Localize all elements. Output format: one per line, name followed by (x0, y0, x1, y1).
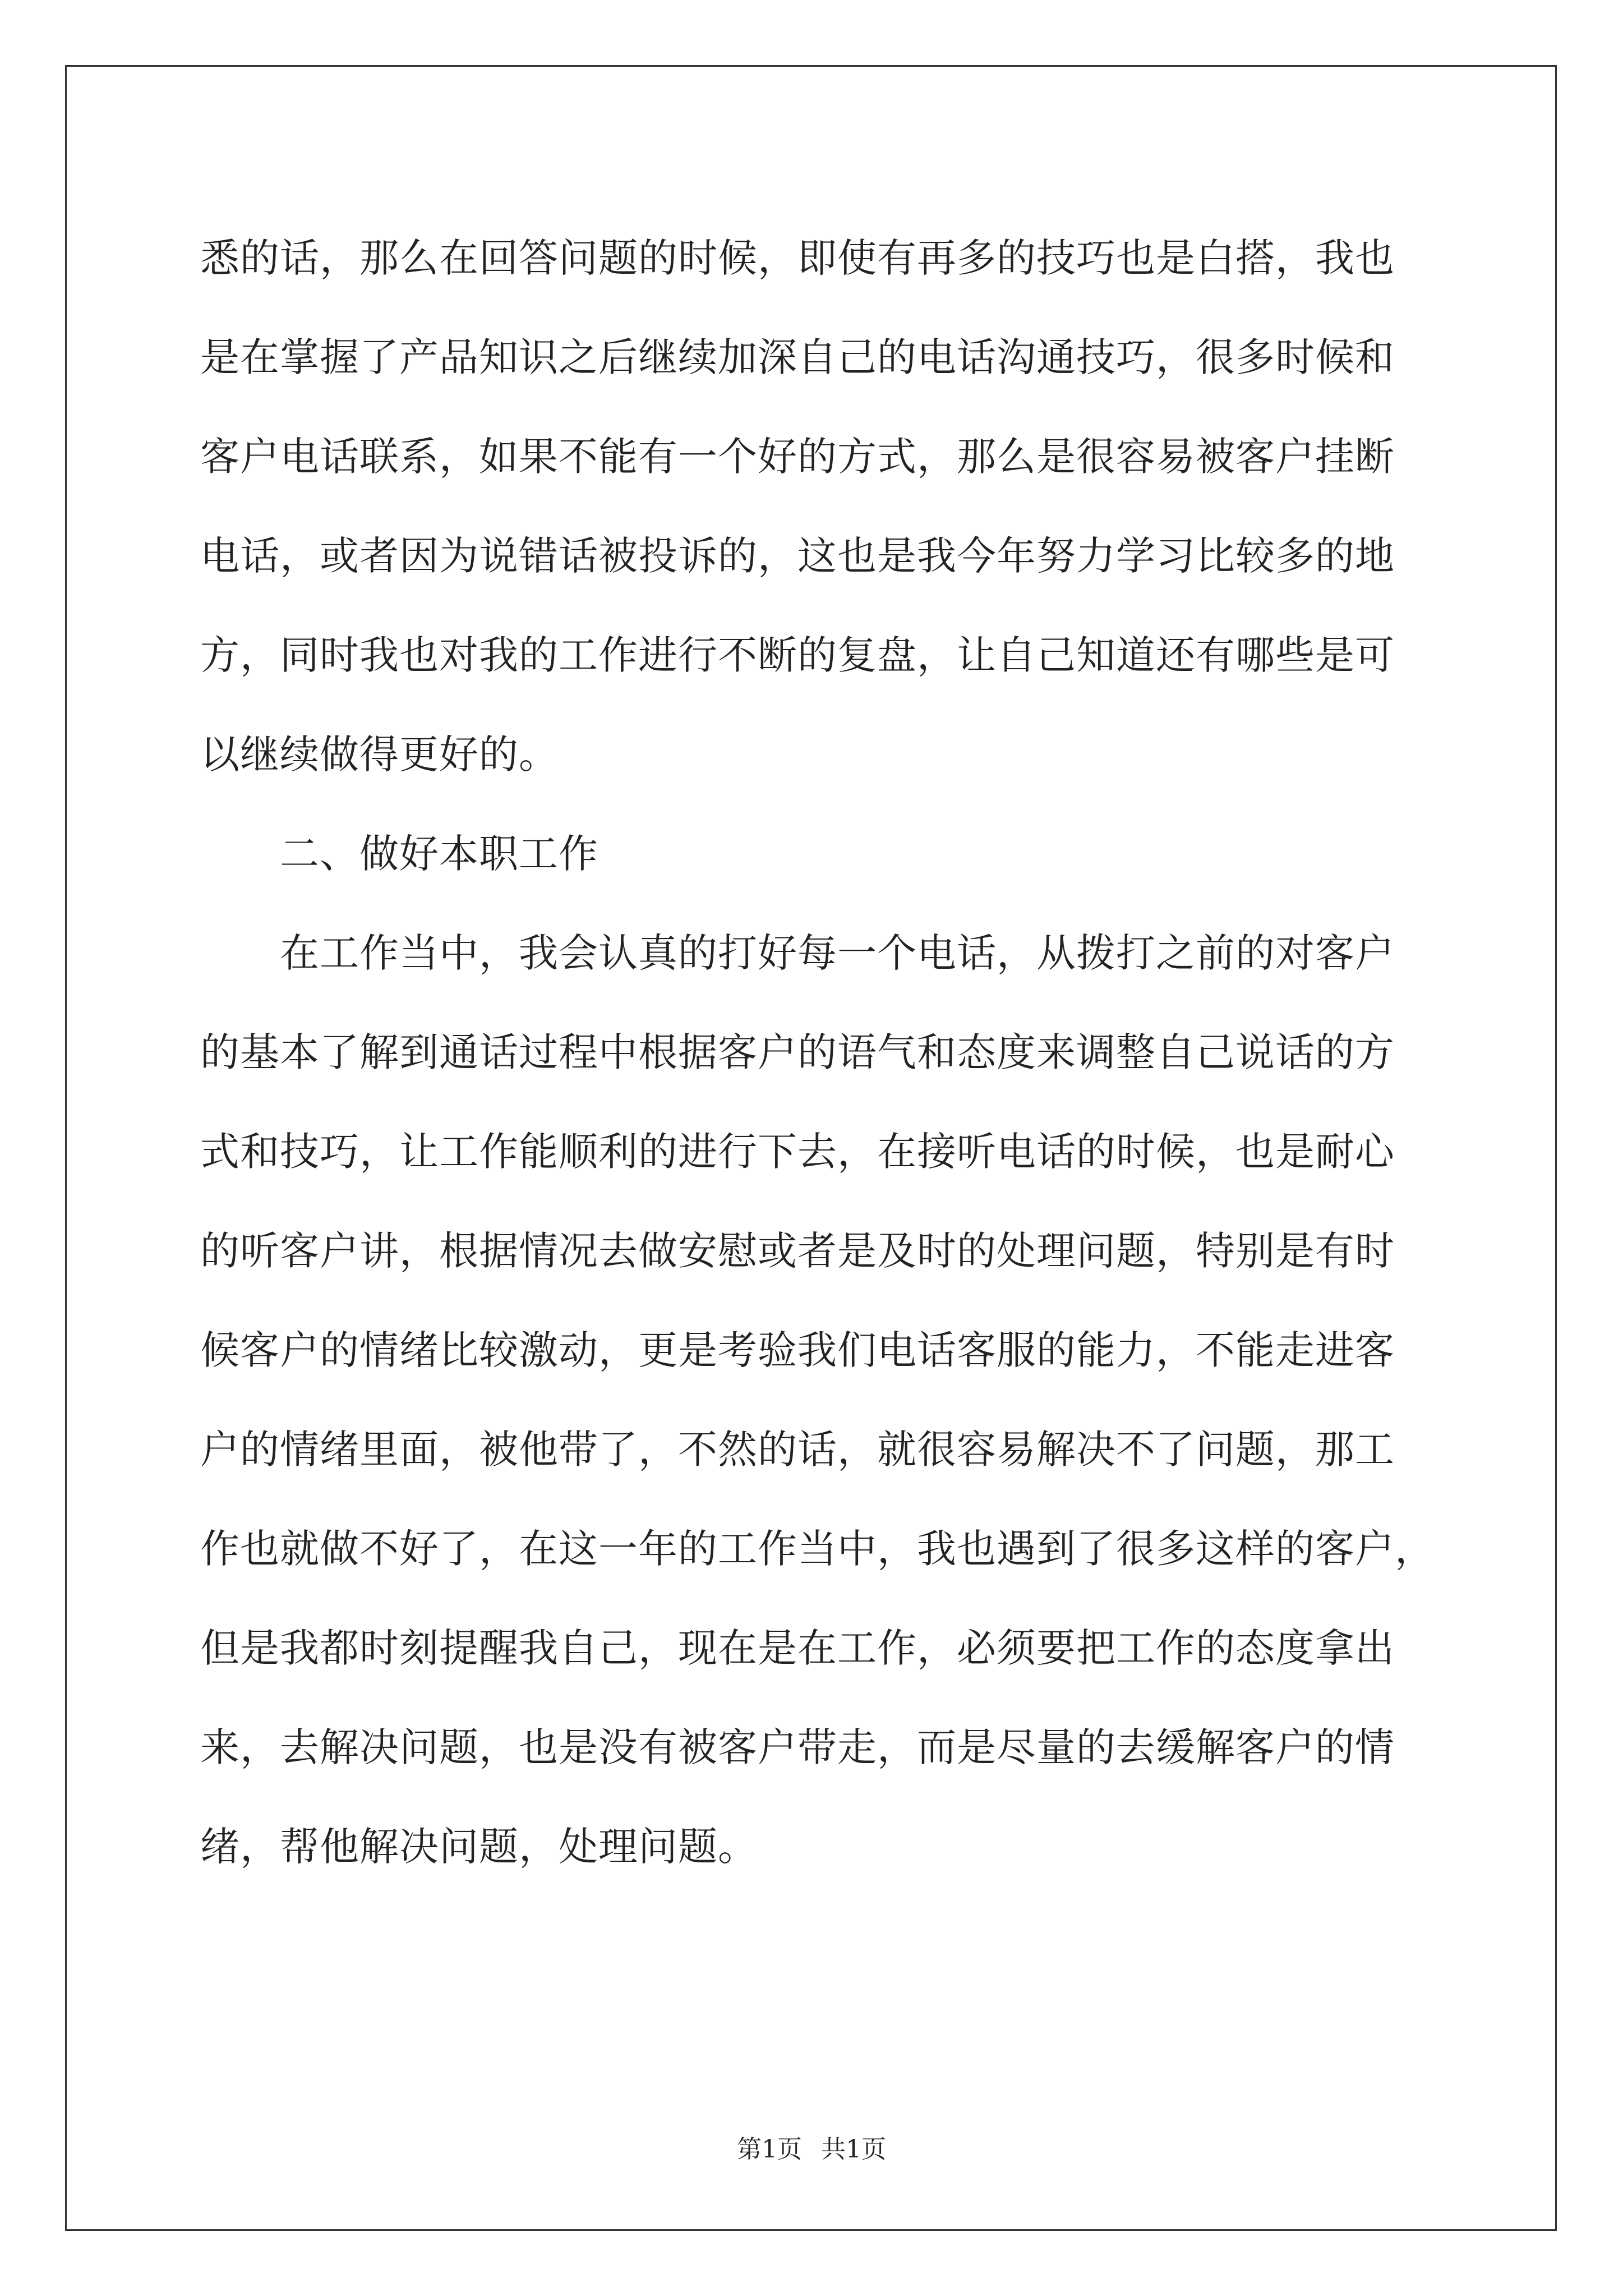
text-line-4: 电话，或者因为说错话被投诉的，这也是我今年努力学习比较多的地 (200, 533, 1395, 579)
section-heading: 二、做好本职工作 (280, 831, 598, 877)
text-line-9: 的基本了解到通话过程中根据客户的语气和态度来调整自己说话的方 (200, 1029, 1395, 1075)
text-line-6: 以继续做得更好的。 (200, 731, 559, 777)
text-line-14: 作也就做不好了，在这一年的工作当中，我也遇到了很多这样的客户， (200, 1526, 1435, 1572)
text-line-5: 方，同时我也对我的工作进行不断的复盘，让自己知道还有哪些是可 (200, 632, 1395, 678)
page-total: 共1页 (821, 2135, 886, 2164)
text-line-10: 式和技巧，让工作能顺利的进行下去，在接听电话的时候，也是耐心 (200, 1129, 1395, 1175)
text-line-2: 是在掌握了产品知识之后继续加深自己的电话沟通技巧，很多时候和 (200, 334, 1395, 380)
text-line-17: 绪，帮他解决问题，处理问题。 (200, 1824, 758, 1870)
text-line-15: 但是我都时刻提醒我自己，现在是在工作，必须要把工作的态度拿出 (200, 1625, 1395, 1671)
text-line-13: 户的情绪里面，被他带了，不然的话，就很容易解决不了问题，那工 (200, 1427, 1395, 1473)
text-line-1: 悉的话，那么在回答问题的时候，即使有再多的技巧也是白搭，我也 (200, 235, 1395, 281)
page-number: 第1页 (737, 2135, 802, 2164)
text-line-11: 的听客户讲，根据情况去做安慰或者是及时的处理问题，特别是有时 (200, 1228, 1395, 1274)
text-line-12: 候客户的情绪比较激动，更是考验我们电话客服的能力，不能走进客 (200, 1327, 1395, 1373)
text-line-3: 客户电话联系，如果不能有一个好的方式，那么是很容易被客户挂断 (200, 434, 1395, 480)
text-line-16: 来，去解决问题，也是没有被客户带走，而是尽量的去缓解客户的情 (200, 1724, 1395, 1770)
page-footer (0, 2129, 1623, 2165)
text-line-8: 在工作当中，我会认真的打好每一个电话，从拨打之前的对客户 (280, 930, 1395, 976)
document-body (200, 209, 1435, 1897)
